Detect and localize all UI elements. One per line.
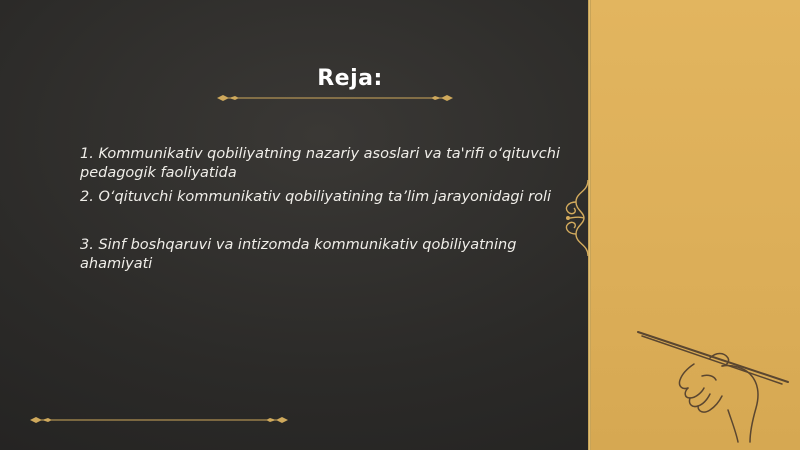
bottom-divider-icon	[28, 415, 290, 425]
agenda-list	[80, 145, 590, 274]
slide-title: Reja:	[317, 66, 383, 91]
agenda-item-1: 1. Kommunikativ qobiliyatning nazariy asoslari va ta'rifi o‘qituvchi pedagogik faoliyatida	[80, 146, 560, 181]
hand-with-pen-icon	[632, 318, 792, 443]
divider-icon	[215, 93, 455, 103]
agenda-item-3: 3. Sinf boshqaruvi va intizomda kommunikativ qobiliyatning ahamiyati	[80, 237, 517, 272]
scroll-flourish-icon	[556, 178, 596, 258]
agenda-item-2: 2. O‘qituvchi kommunikativ qobiliyatining ta’lim jarayonidagi roli	[80, 189, 552, 205]
